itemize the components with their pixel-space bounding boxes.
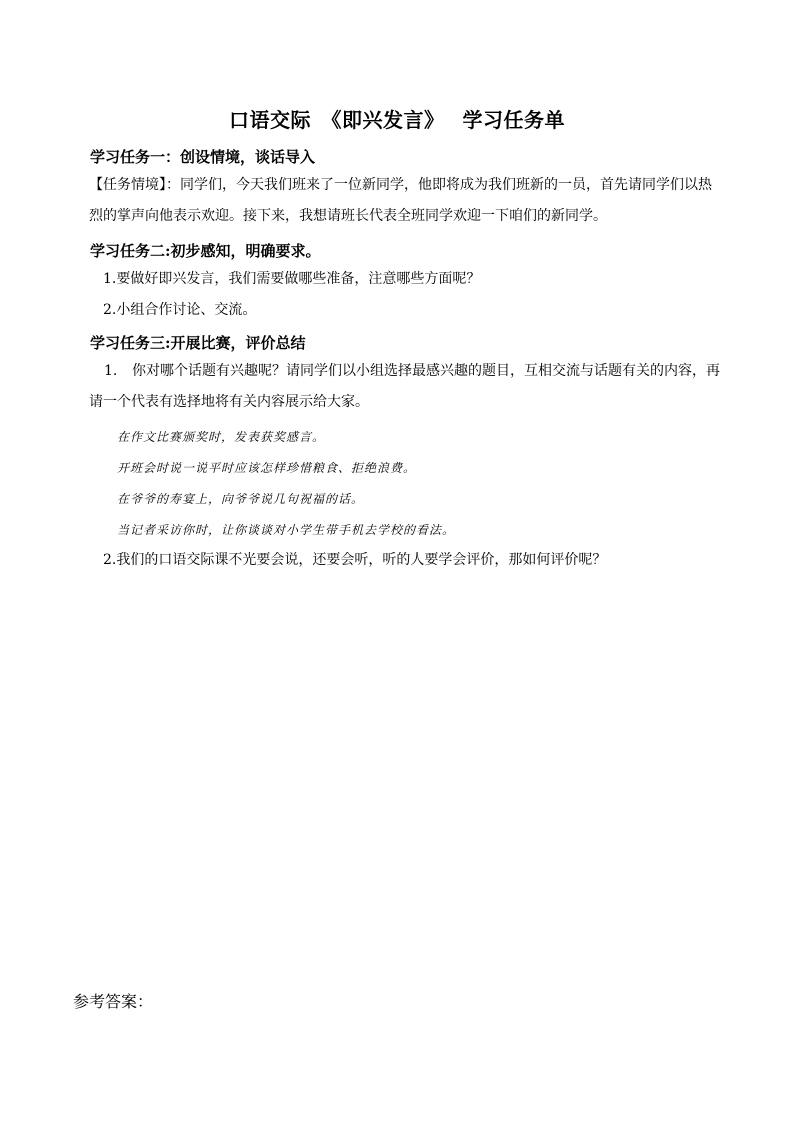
task3-heading: 学习任务三:开展比赛，评价总结 [90, 334, 306, 352]
task3-item-2: 2.我们的口语交际课不光要会说，还要会听，听的人要学会评价，那如何评价呢？ [103, 552, 607, 568]
task2-heading: 学习任务二:初步感知，明确要求。 [90, 242, 321, 260]
task3-item1-line2: 请一个代表有选择地将有关内容展示给大家。 [89, 394, 369, 410]
task2-item-2: 2.小组合作讨论、交流。 [103, 302, 257, 318]
topic-item-2: 开班会时说一说平时应该怎样珍惜粮食、拒绝浪费。 [117, 461, 417, 475]
task1-heading: 学习任务一：创设情境，谈话导入 [90, 148, 316, 166]
document-title: 口语交际 《即兴发言》 学习任务单 [229, 108, 565, 132]
topic-item-4: 当记者采访你时，让你谈谈对小学生带手机去学校的看法。 [117, 523, 456, 537]
task2-item-1: 1.要做好即兴发言，我们需要做哪些准备，注意哪些方面呢？ [103, 271, 481, 287]
task3-item1-number: 1. [104, 363, 118, 379]
reference-answer-label: 参考答案： [73, 992, 154, 1011]
topic-item-3: 在爷爷的寿宴上，向爷爷说几句祝福的话。 [117, 492, 365, 506]
topic-item-1: 在作文比赛颁奖时，发表获奖感言。 [117, 430, 326, 444]
task3-item1-line1: 你对哪个话题有兴趣呢？请同学们以小组选择最感兴趣的题目，互相交流与话题有关的内容，再 [132, 363, 720, 379]
task1-scenario-line2: 烈的掌声向他表示欢迎。接下来，我想请班长代表全班同学欢迎一下咱们的新同学。 [89, 208, 607, 224]
task1-scenario-line1: 【任务情境】：同学们，今天我们班来了一位新同学，他即将成为我们班新的一员，首先请同学们以热 [89, 177, 712, 193]
